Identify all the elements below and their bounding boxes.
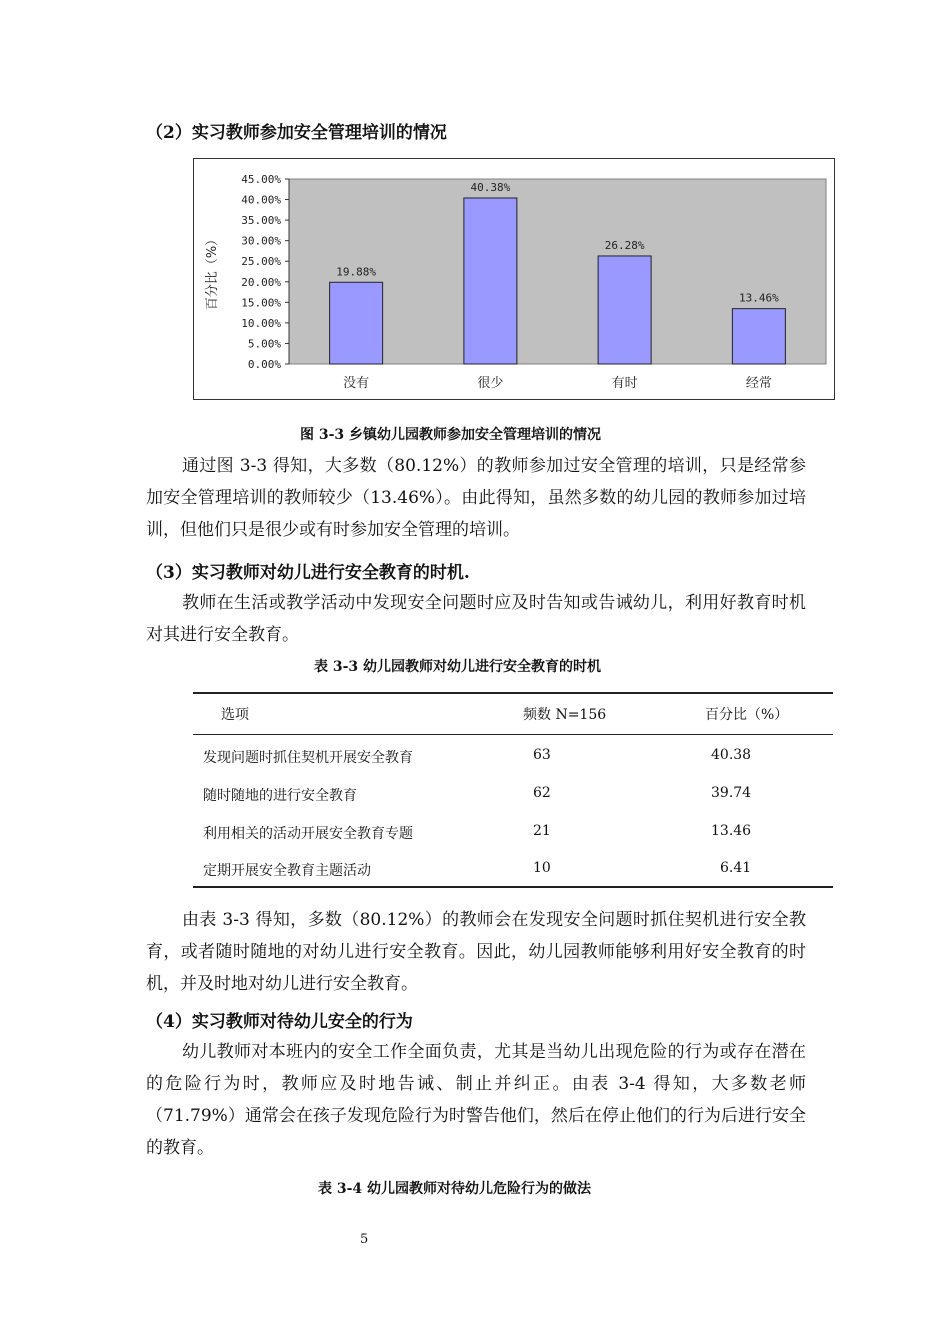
table-row-3-percent: 13.46: [711, 823, 752, 839]
table-row-1-frequency: 63: [533, 747, 551, 763]
table-row-3-frequency: 21: [533, 823, 551, 839]
y-tick-label: 30.00%: [241, 234, 281, 248]
section-heading-4: （4）实习教师对待幼儿安全的行为: [146, 1012, 413, 1032]
table-bottom-rule: [193, 886, 833, 888]
y-tick-label: 35.00%: [241, 214, 281, 228]
y-tick-label: 20.00%: [241, 275, 281, 289]
x-category-label: 很少: [477, 376, 504, 391]
table-row-1-percent: 40.38: [711, 747, 752, 763]
paragraph-4: 幼儿教师对本班内的安全工作全面负责，尤其是当幼儿出现危险的行为或存在潜在的危险行为时，教师应及时地告诫、制止并纠正。由表 3-4 得知，大多数老师（71.79%）通常会在孩子发现危险行为时警告他们，然后在停止他们的行为后进行安全的教育。: [146, 1042, 806, 1158]
x-category-label: 经常: [745, 376, 772, 391]
y-tick-label: 15.00%: [241, 296, 281, 310]
bar-3: [598, 256, 651, 364]
table-row-4-percent: 6.41: [720, 860, 752, 876]
page-number: 5: [360, 1232, 369, 1247]
table-row-2-percent: 39.74: [711, 785, 752, 801]
table-row-4-frequency: 10: [533, 860, 551, 876]
x-category-label: 没有: [343, 376, 370, 391]
y-tick-label: 25.00%: [241, 255, 281, 269]
y-tick-label: 40.00%: [241, 193, 281, 207]
table-row-4-option: 定期开展安全教育主题活动: [203, 863, 371, 879]
paragraph-3: 由表 3-3 得知，多数（80.12%）的教师会在发现安全问题时抓住契机进行安全教育，或者随时随地的对幼儿进行安全教育。因此，幼儿园教师能够利用好安全教育的时机，并及时地对幼儿进行安全教育。: [146, 910, 806, 994]
bar-value-label: 26.28%: [604, 238, 645, 252]
section-heading-3: （3）实习教师对幼儿进行安全教育的时机.: [146, 563, 470, 583]
section-heading-2: （2）实习教师参加安全管理培训的情况: [146, 123, 447, 143]
y-tick-label: 0.00%: [247, 358, 281, 371]
y-tick-label: 10.00%: [241, 316, 281, 330]
bar-value-label: 13.46%: [739, 291, 779, 305]
y-tick-label: 5.00%: [247, 337, 281, 351]
table-header-rule: [193, 734, 833, 735]
bar-chart-svg: [194, 159, 834, 399]
y-tick-label: 45.00%: [241, 173, 281, 186]
bar-value-label: 40.38%: [470, 180, 511, 194]
table-header-frequency: 频数 N=156: [523, 707, 607, 723]
table-row-3-option: 利用相关的活动开展安全教育专题: [203, 826, 413, 842]
bar-chart: [193, 158, 835, 400]
table-row-2-frequency: 62: [533, 785, 551, 801]
paragraph-2: 教师在生活或教学活动中发现安全问题时应及时告知或告诫幼儿，利用好教育时机对其进行安全教育。: [146, 593, 806, 645]
x-category-label: 有时: [611, 376, 638, 391]
table-row-2-option: 随时随地的进行安全教育: [203, 788, 357, 804]
table-caption: 表 3-3 幼儿园教师对幼儿进行安全教育的时机: [314, 659, 602, 675]
table-row-1-option: 发现问题时抓住契机开展安全教育: [203, 750, 413, 766]
table-header-percent: 百分比（%）: [705, 707, 789, 723]
table-header-option: 选项: [221, 707, 249, 723]
table-top-rule: [193, 692, 833, 694]
bar-value-label: 19.88%: [336, 265, 376, 279]
y-axis-label: 百分比（%）: [205, 232, 220, 311]
paragraph-1: 通过图 3-3 得知，大多数（80.12%）的教师参加过安全管理的培训，只是经常参加安全管理培训的教师较少（13.46%）。由此得知，虽然多数的幼儿园的教师参加过培训，但他们只是很少或有时参加安全管理的培训。: [146, 456, 806, 540]
table2-caption: 表 3-4 幼儿园教师对待幼儿危险行为的做法: [318, 1181, 592, 1197]
bar-1: [330, 282, 383, 364]
figure-caption: 图 3-3 乡镇幼儿园教师参加安全管理培训的情况: [300, 427, 602, 443]
bar-4: [732, 309, 785, 364]
bar-2: [464, 198, 517, 364]
